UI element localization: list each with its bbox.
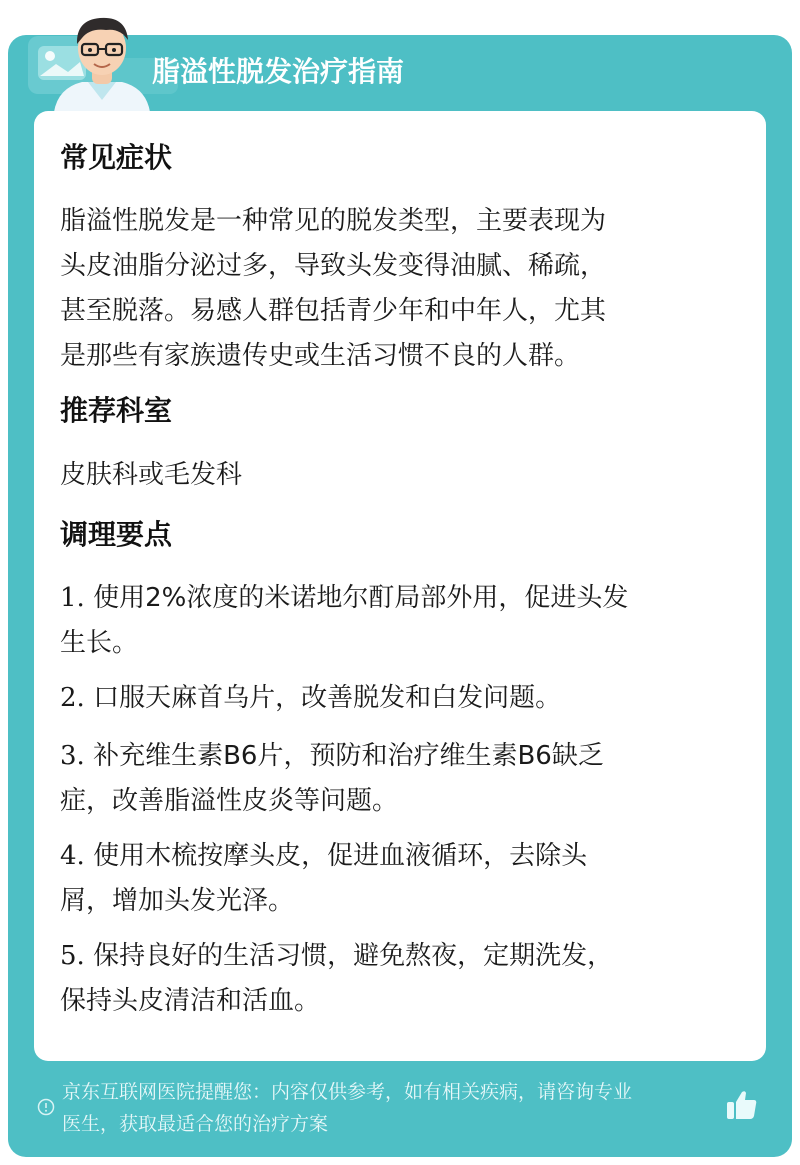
- thumbs-up-icon[interactable]: [724, 1087, 760, 1123]
- symptoms-line: 是那些有家族遗传史或生活习惯不良的人群。: [60, 341, 581, 371]
- care-item-number: 3.: [60, 741, 85, 771]
- care-item: [60, 734, 740, 824]
- page-title: 脂溢性脱发治疗指南: [152, 55, 405, 88]
- info-icon: [37, 1098, 55, 1116]
- care-item: [60, 834, 740, 924]
- care-item-line: 保持头皮清洁和活血。: [60, 986, 321, 1016]
- care-item-line: 保持良好的生活习惯，避免熬夜，定期洗发，: [93, 941, 614, 971]
- section-heading-care: 调理要点: [60, 518, 173, 551]
- department-text: 皮肤科或毛发科: [60, 460, 243, 490]
- section-heading-department: 推荐科室: [60, 394, 173, 427]
- care-item-line: 补充维生素B6片，预防和治疗维生素B6缺乏: [93, 741, 604, 771]
- care-item-number: 4.: [60, 841, 85, 871]
- disclaimer-line: 京东互联网医院提醒您：内容仅供参考，如有相关疾病，请咨询专业: [62, 1081, 633, 1103]
- care-item: [60, 934, 740, 1024]
- care-item-line: 使用木梳按摩头皮，促进血液循环，去除头: [93, 841, 588, 871]
- symptoms-line: 头皮油脂分泌过多，导致头发变得油腻、稀疏，: [60, 251, 607, 281]
- care-item-line: 症，改善脂溢性皮炎等问题。: [60, 786, 399, 816]
- symptoms-line: 甚至脱落。易感人群包括青少年和中年人，尤其: [60, 296, 607, 326]
- disclaimer-line: 医生，获取最适合您的治疗方案: [62, 1113, 329, 1135]
- care-item-line: 生长。: [60, 628, 139, 658]
- care-item-line: 屑，增加头发光泽。: [60, 886, 295, 916]
- symptoms-line: 脂溢性脱发是一种常见的脱发类型，主要表现为: [60, 206, 607, 236]
- care-item-number: 2.: [60, 683, 85, 713]
- disclaimer: [62, 1076, 732, 1140]
- care-item-number: 5.: [60, 941, 85, 971]
- content-card: [34, 111, 766, 1061]
- care-item: [60, 676, 740, 721]
- doctor-avatar: [48, 8, 156, 112]
- care-item: [60, 576, 740, 666]
- care-item-number: 1.: [60, 583, 85, 613]
- care-item-line: 使用2%浓度的米诺地尔酊局部外用，促进头发: [93, 583, 629, 613]
- symptoms-text: [60, 199, 740, 379]
- care-item-line: 口服天麻首乌片，改善脱发和白发问题。: [93, 683, 562, 713]
- section-heading-symptoms: 常见症状: [60, 141, 173, 174]
